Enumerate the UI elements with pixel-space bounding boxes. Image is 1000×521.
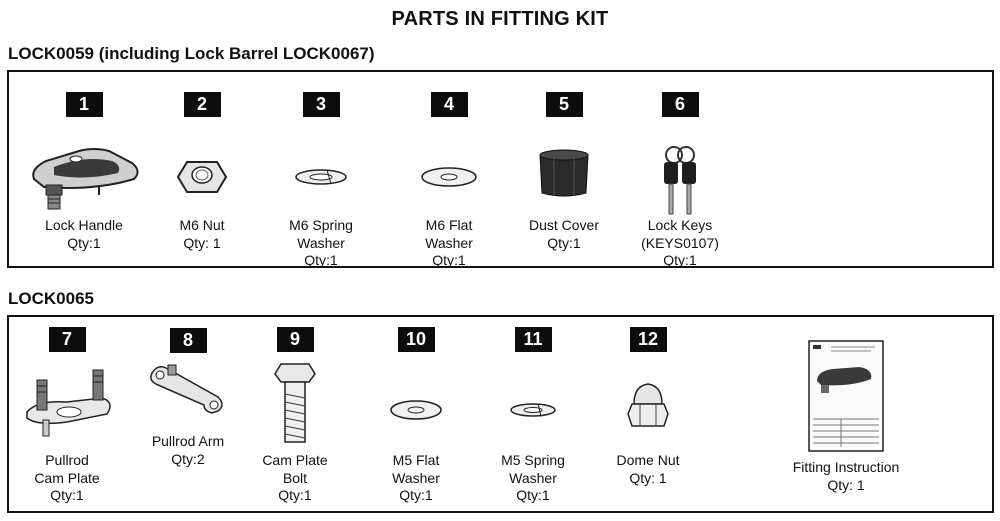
part-number: 8 [170,328,207,353]
part-cam-plate-bolt [230,327,360,505]
part-number: 1 [66,92,103,117]
part-m6-nut [137,92,267,252]
part-caption: Lock Keys (KEYS0107) Qty:1 [641,217,719,268]
part-number: 4 [431,92,468,117]
spring-washer-icon [473,352,593,452]
part-m6-spring-washer [256,92,386,270]
instruction-sheet-icon [801,337,891,455]
lock-handle-icon [24,117,144,217]
part-caption: M6 Spring Washer Qty:1 [289,217,353,268]
kit2-heading: LOCK0065 [8,289,94,308]
dome-nut-icon [588,352,708,452]
part-caption: Fitting Instruction Qty: 1 [792,459,900,493]
part-number: 12 [630,327,667,352]
part-caption: Dome Nut Qty: 1 [616,452,680,486]
part-caption: Pullrod Cam Plate Qty:1 [34,452,100,503]
kit1-heading: LOCK0059 (including Lock Barrel LOCK0067) [8,44,375,63]
part-caption: M5 Flat Washer Qty:1 [392,452,440,503]
part-caption: Dust Cover Qty:1 [528,217,600,251]
part-lock-handle [19,92,149,252]
keys-icon [620,117,740,217]
bolt-icon [235,352,355,452]
spring-washer-icon [261,117,381,217]
part-pullrod-cam-plate [2,327,132,505]
part-m5-flat-washer [351,327,481,505]
part-number: 9 [277,327,314,352]
hex-nut-icon [142,117,262,217]
part-caption: M5 Spring Washer Qty:1 [501,452,565,503]
part-dome-nut [583,327,713,487]
part-number: 10 [398,327,435,352]
part-caption: M6 Flat Washer Qty:1 [425,217,473,268]
flat-washer-icon [356,352,476,452]
part-m6-flat-washer [384,92,514,270]
pullrod-cam-plate-icon [7,352,127,452]
part-m5-spring-washer [468,327,598,505]
part-number: 6 [662,92,699,117]
part-fitting-instruction [771,337,921,494]
part-number: 5 [546,92,583,117]
dust-cover-icon [504,117,624,217]
part-caption: Lock Handle Qty:1 [45,217,123,251]
part-number: 7 [49,327,86,352]
part-number: 11 [515,327,552,352]
part-caption: Cam Plate Bolt Qty:1 [262,452,328,503]
part-caption: M6 Nut Qty: 1 [179,217,225,251]
part-number: 3 [303,92,340,117]
page-title: PARTS IN FITTING KIT [391,8,609,30]
flat-washer-icon [389,117,509,217]
part-lock-keys [615,92,745,270]
part-caption: Pullrod Arm Qty:2 [151,433,225,467]
part-dust-cover [499,92,629,252]
part-number: 2 [184,92,221,117]
